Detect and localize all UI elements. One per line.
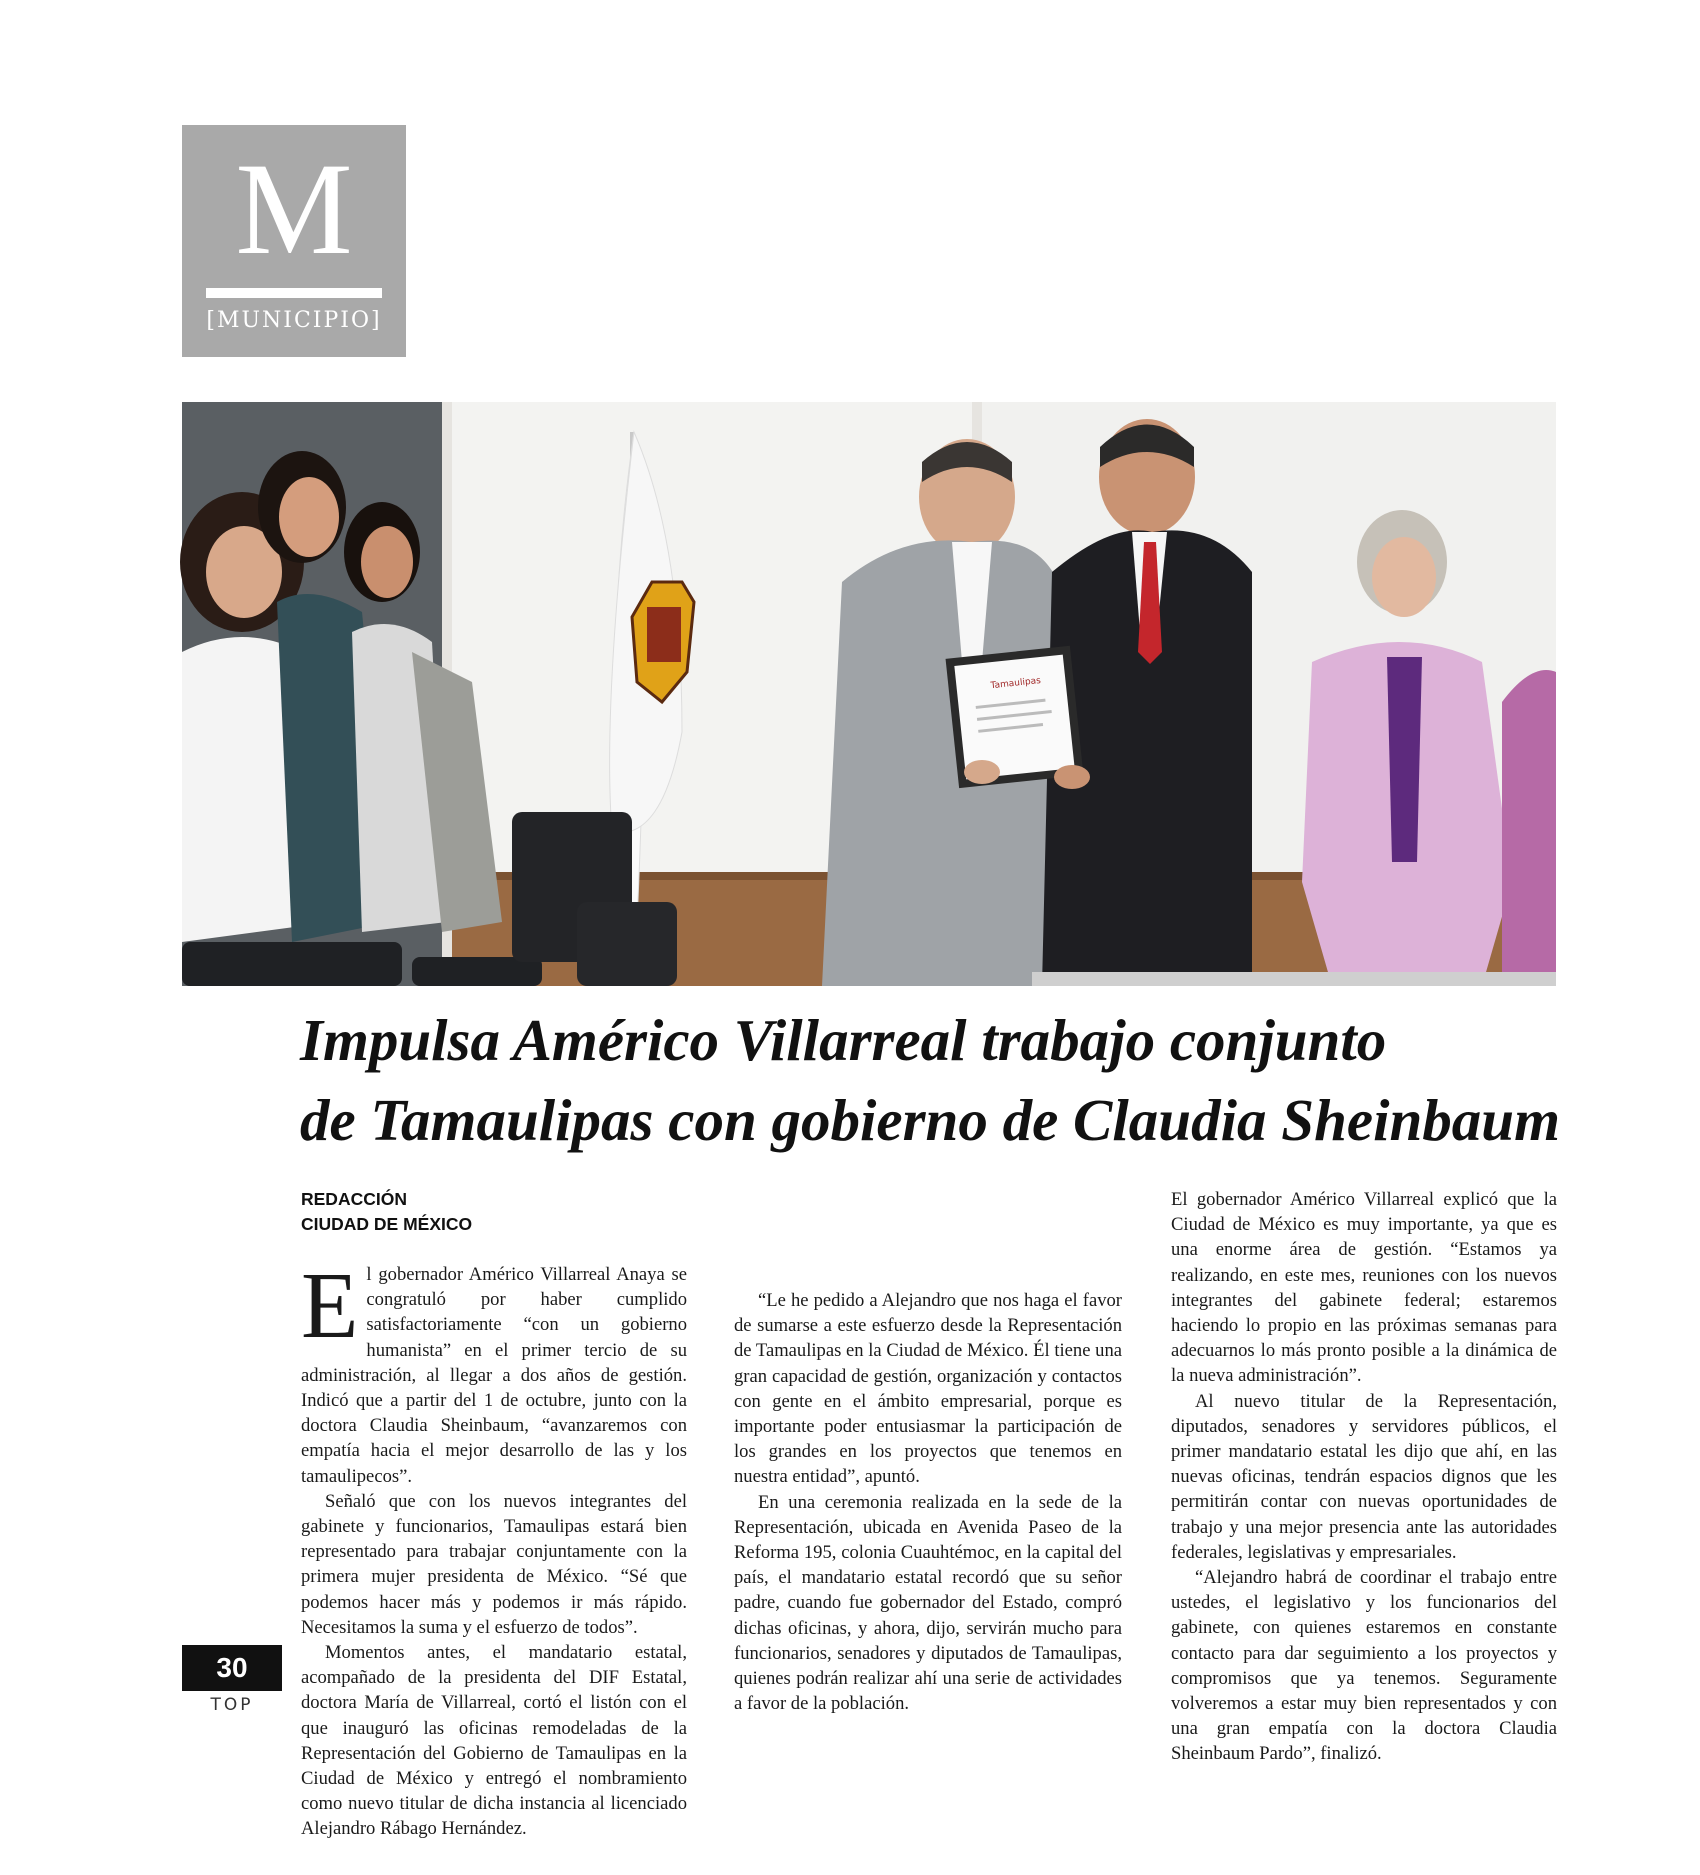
dropcap: E [301,1254,359,1358]
body-paragraph-8: “Alejandro habrá de coordinar el trabajo entre ustedes, el legislativo y los funcionarios del gabinete, con quienes estaremos en constante contacto para dar seguimiento a los proyectos y compromisos que ya tenemos. Seguramente volveremos a estar muy bien representados y con una gran empatía con la doctora Claudia Sheinbaum Pardo”, finalizó. [1171,1567,1557,1765]
section-label: [MUNICIPIO] [206,308,382,333]
photo-illustration [182,402,1556,986]
body-paragraph-2: Señaló que con los nuevos integrantes del gabinete y funcionarios, Tamaulipas estará bien representado para trabajar conjuntamente con la primera mujer presidenta de México. “Sé que podemos hacer más y podemos ir más rápido. Necesitamos la suma y el esfuerzo de todos”. [301,1490,687,1638]
body-paragraph-5: En una ceremonia realizada en la sede de la Representación, ubicada en Avenida Paseo de la Reforma 195, colonia Cuauhtémoc, en la capital del país, el mandatario estatal recordó que su señor padre, cuando fue gobernador del Estado, compró dichas oficinas, y ahora, dijo, servirán mucho para funcionarios, senadores y diputados de Tamaulipas, quienes podrán realizar ahí una serie de actividades a favor de la población. [734,1491,1122,1715]
body-column-1 [301,1254,687,1840]
body-paragraph-1 [301,1254,687,1489]
section-badge [182,125,406,357]
article-headline [300,1000,1590,1160]
headline-line-2: de Tamaulipas con gobierno de Claudia Sheinbaum [300,1087,1560,1153]
byline-location: CIUDAD DE MÉXICO [301,1214,473,1234]
section-rule [206,288,382,298]
byline [301,1187,472,1237]
publication-label: TOP [210,1695,254,1715]
body-paragraph-1-text: l gobernador Américo Villarreal Anaya se congratuló por haber cumplido satisfactoriamente “con un gobierno humanista” en el primer tercio de su administración, al llegar a dos años de gestión. Indicó que a partir del 1 de octubre, junto con la doctora Claudia Sheinbaum, “avanzaremos con empatía hacia el mejor desarrollo de las y los tamaulipecos”. [301,1264,687,1487]
article-photo [182,402,1556,986]
page-number: 30 [182,1645,282,1691]
body-column-3 [1171,1187,1557,1767]
headline-line-1: Impulsa Américo Villarreal trabajo conjunto [300,1007,1387,1073]
body-paragraph-4: “Le he pedido a Alejandro que nos haga el favor de sumarse a este esfuerzo desde la Representación de Tamaulipas en la Ciudad de México. Él tiene una gran capacidad de gestión, organización y contactos con gente en el ámbito empresarial, porque es importante poder entusiasmar la participación de los grandes en los proyectos que tenemos en nuestra entidad”, apuntó. [734,1290,1122,1488]
section-letter: M [235,135,353,282]
certificate-header: Tamaulipas [990,676,1042,692]
body-paragraph-3: Momentos antes, el mandatario estatal, acompañado de la presidenta del DIF Estatal, doctora María de Villarreal, cortó el listón con el que inauguró las oficinas remodeladas de la Representación del Gobierno de Tamaulipas en la Ciudad de México y entregó el nombramiento como nuevo titular de dicha instancia al licenciado Alejandro Rábago Hernández. [301,1642,687,1840]
body-paragraph-6: El gobernador Américo Villarreal explicó que la Ciudad de México es muy importante, ya que es una enorme área de gestión. “Estamos ya realizando, en este mes, reuniones con los nuevos integrantes del gabinete federal; estaremos haciendo lo propio en las próximas semanas para adecuarnos lo más pronto posible a la dinámica de la nueva administración”. [1171,1189,1557,1387]
body-paragraph-7: Al nuevo titular de la Representación, diputados, senadores y servidores públicos, el primer mandatario estatal les dijo que ahí, en las nuevas oficinas, tendrán espacios dignos que les permitirán contar con nuevas oportunidades de trabajo y una mejor presencia ante las autoridades federales, legislativas y empresariales. [1171,1390,1557,1563]
byline-author: REDACCIÓN [301,1189,407,1209]
body-column-2 [734,1187,1122,1716]
